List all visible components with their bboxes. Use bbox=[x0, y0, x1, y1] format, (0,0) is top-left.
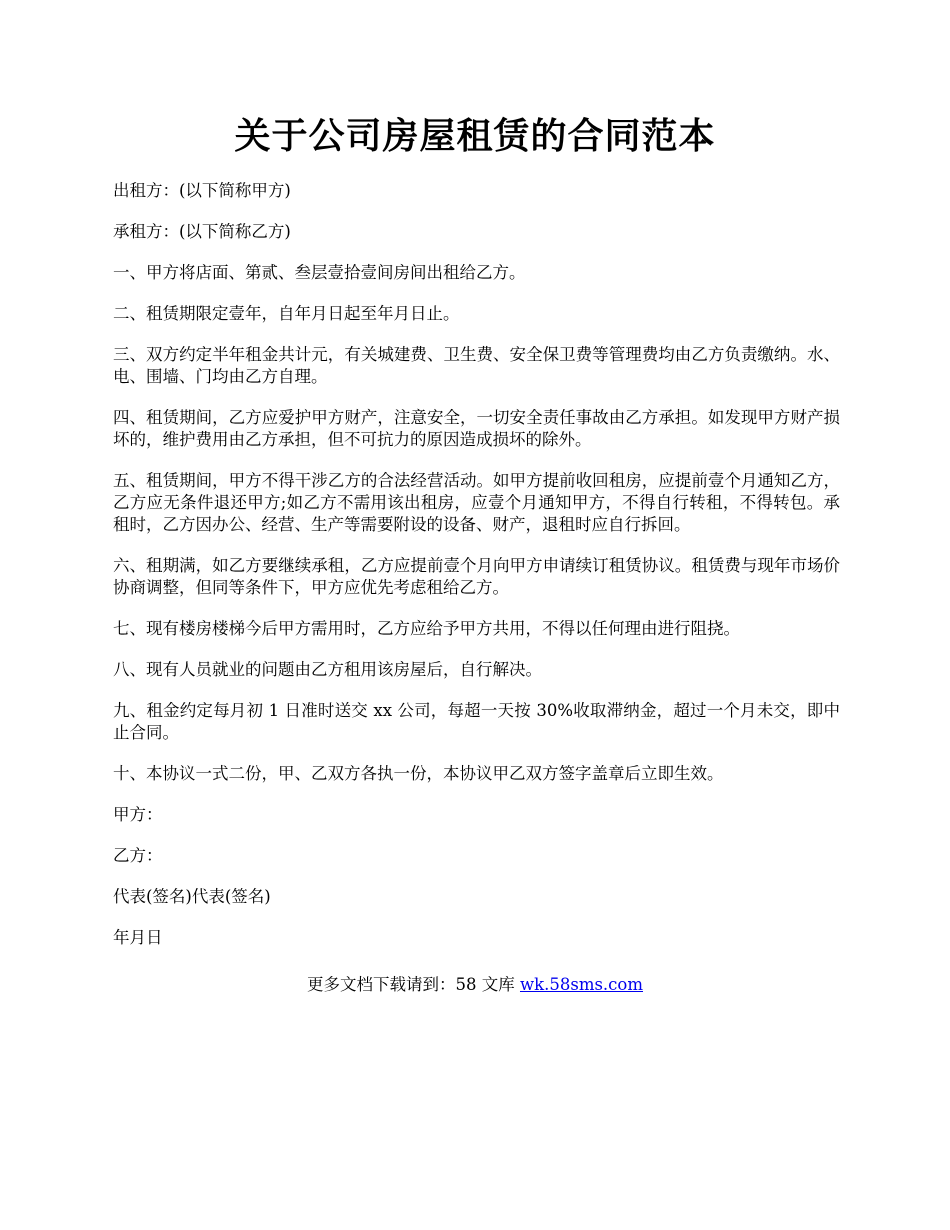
clause-8: 八、现有人员就业的问题由乙方租用该房屋后，自行解决。 bbox=[113, 660, 542, 679]
footer bbox=[0, 974, 950, 996]
paragraph-lessee: 承租方：(以下简称乙方) bbox=[113, 222, 291, 241]
document-body bbox=[113, 180, 840, 968]
clause-5: 五、租赁期间，甲方不得干涉乙方的合法经营活动。如甲方提前收回租房，应提前壹个月通知乙方，乙方应无条件退还甲方;如乙方不需用该出租房，应壹个月通知甲方，不得自行转租，不得转包。承租时，乙方因办公、经营、生产等需要附设的设备、财产，退租时应自行拆回。 bbox=[113, 471, 840, 534]
clause-7: 七、现有楼房楼梯今后甲方需用时，乙方应给予甲方共用，不得以任何理由进行阻挠。 bbox=[113, 619, 740, 638]
footer-text: 更多文档下载请到：58 文库 bbox=[306, 975, 520, 994]
clause-3: 三、双方约定半年租金共计元，有关城建费、卫生费、安全保卫费等管理费均由乙方负责缴纳。水、电、围墙、门均由乙方自理。 bbox=[113, 345, 840, 386]
signature-date: 年月日 bbox=[113, 928, 163, 947]
clause-2: 二、租赁期限定壹年，自年月日起至年月日止。 bbox=[113, 304, 460, 323]
clause-9: 九、租金约定每月初 1 日准时送交 xx 公司，每超一天按 30%收取滞纳金，超过一个月未交，即中止合同。 bbox=[113, 701, 840, 742]
clause-10: 十、本协议一式二份，甲、乙双方各执一份，本协议甲乙双方签字盖章后立即生效。 bbox=[113, 764, 724, 783]
signature-representatives: 代表(签名)代表(签名) bbox=[113, 887, 271, 906]
clause-6: 六、租期满，如乙方要继续承租，乙方应提前壹个月向甲方申请续订租赁协议。租赁费与现年市场价协商调整，但同等条件下，甲方应优先考虑租给乙方。 bbox=[113, 556, 840, 597]
clause-1: 一、甲方将店面、第贰、叁层壹拾壹间房间出租给乙方。 bbox=[113, 263, 526, 282]
paragraph-lessor: 出租方：(以下简称甲方) bbox=[113, 181, 291, 200]
footer-link[interactable]: wk.58sms.com bbox=[519, 975, 643, 994]
document-title: 关于公司房屋租赁的合同范本 bbox=[234, 115, 716, 157]
clause-4: 四、租赁期间，乙方应爱护甲方财产，注意安全，一切安全责任事故由乙方承担。如发现甲方财产损坏的，维护费用由乙方承担，但不可抗力的原因造成损坏的除外。 bbox=[113, 408, 840, 449]
signature-party-a: 甲方： bbox=[113, 805, 163, 824]
signature-party-b: 乙方： bbox=[113, 846, 163, 865]
